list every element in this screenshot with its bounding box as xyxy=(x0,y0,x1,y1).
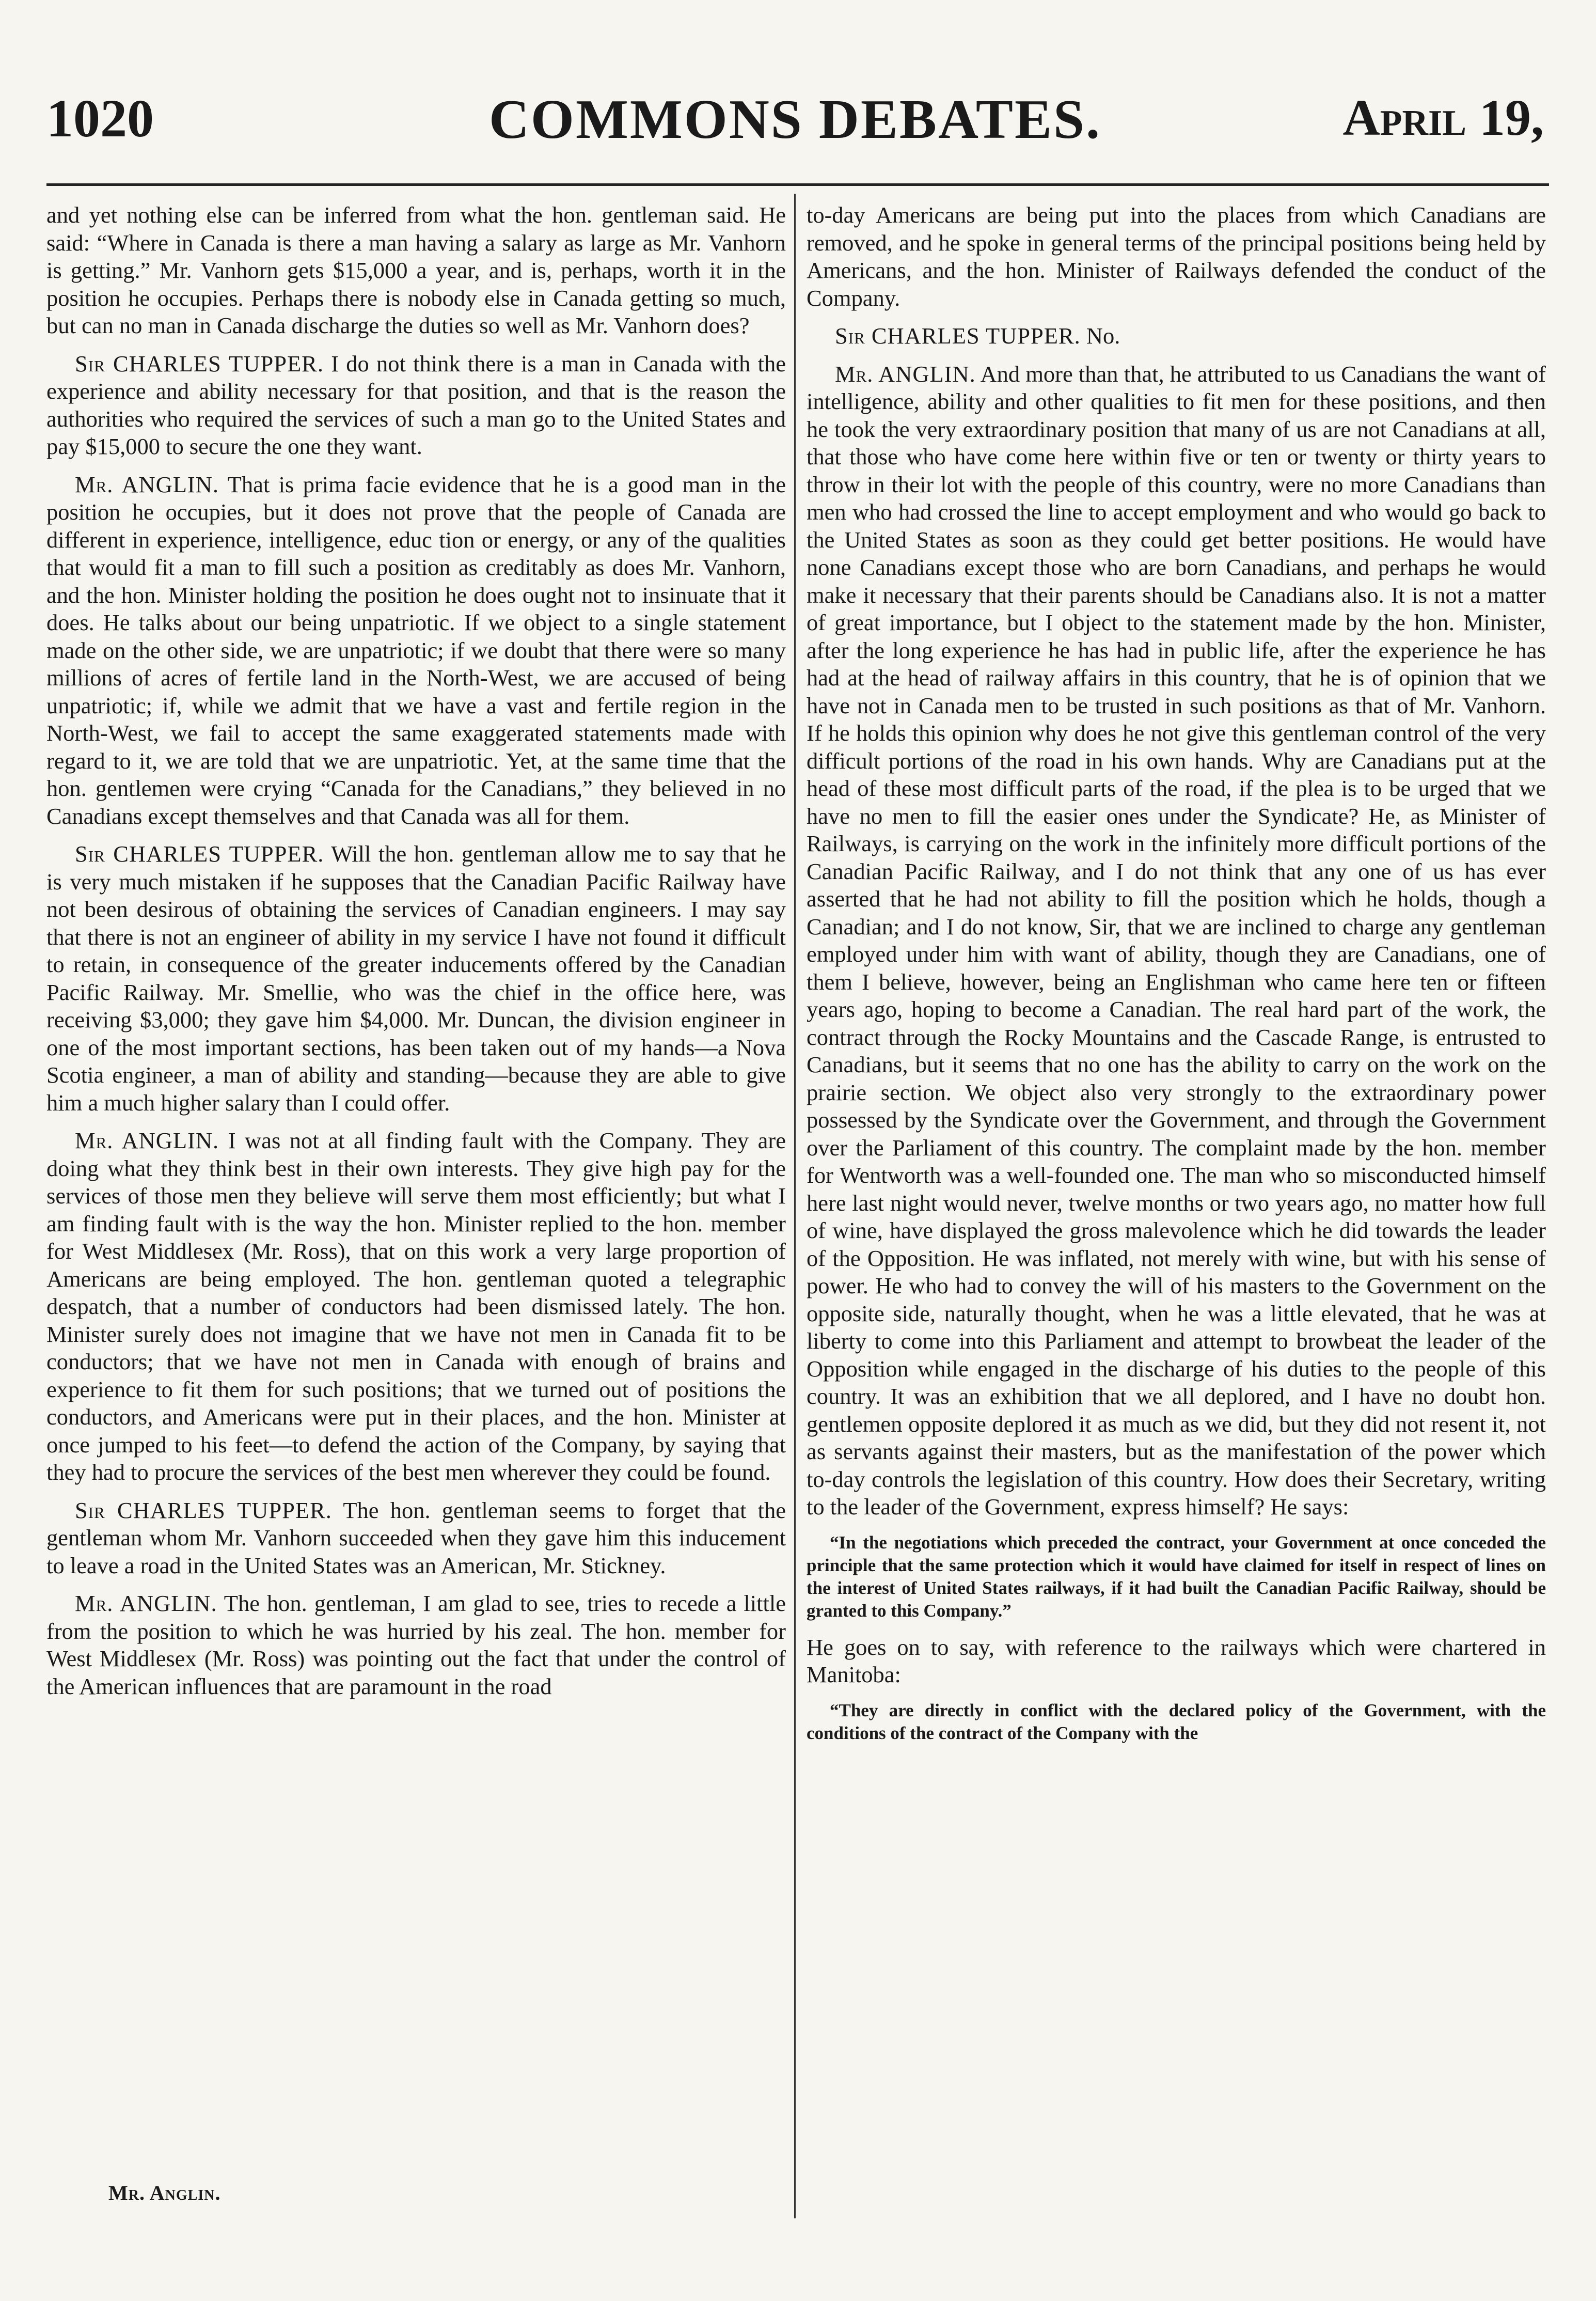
column-divider xyxy=(794,194,796,2218)
paragraph xyxy=(807,361,1546,1521)
block-quote: “They are directly in conflict with the declared policy of the Government, with the conditions of the contract of the Company with the xyxy=(807,1700,1546,1743)
publication-title: COMMONS DEBATES. xyxy=(488,89,1102,150)
paragraph xyxy=(46,201,786,340)
paragraph-text: to-day Americans are being put into the places from which Canadians are removed, and he spoke in general terms of the principal positions being held by Americans, and the hon. Minister of Railways defended the conduct of the Company. xyxy=(807,202,1546,311)
paragraph-text: I was not at all finding fault with the Company. They are doing what they think best in their own interests. They give high pay for the services of those men they believe will serve them most efficiently; but what I am finding fault with is the way the hon. Minister replied to the hon. member for West Middlesex (Mr. Ross), that on this work a very large proportion of Americans are being employed. The hon. gentleman quoted a telegraphic despatch, that a number of conductors had been dismissed lately. The hon. Minister surely does not imagine that we have not men in Canada fit to be conductors; that we have not men in Canada with enough of brains and experience to fit them for such positions; that we turned out of positions the conductors, and Americans were put in their places, and the hon. Minister at once jumped to his feet—to defend the action of the Company, by saying that they had to procure the services of the best men wherever they could be found. xyxy=(46,1128,786,1485)
page-date: April 19, xyxy=(1342,89,1544,146)
paragraph-text: The hon. gentleman, I am glad to see, tries to recede a little from the position to which he was hurried by his zeal. The hon. member for West Middlesex (Mr. Ross) was pointing out the fact that under the control of the American influences that are paramount in the road xyxy=(46,1590,786,1699)
speaker-name: Mr. ANGLIN. xyxy=(75,1590,217,1616)
speaker-name: Sir CHARLES TUPPER. xyxy=(835,323,1081,349)
speaker-name: Mr. ANGLIN. xyxy=(75,471,219,497)
paragraph-text: No. xyxy=(1086,323,1120,349)
paragraph-text: Will the hon. gentleman allow me to say that he is very much mistaken if he supposes that the Canadian Pacific Railway have not been desirous of obtaining the services of Canadian engineers. I may say that there is not an engineer of ability in my service I have not found it difficult to retain, in consequence of the greater inducements offered by the Canadian Pacific Railway. Mr. Smellie, who was the chief in the office here, was receiving $3,000; they gave him $4,000. Mr. Duncan, the division engineer in one of the most important sections, has been taken out of my hands—a Nova Scotia engineer, a man of ability and standing—because they are able to give him a much higher salary than I could offer. xyxy=(46,841,786,1116)
left-column xyxy=(46,201,786,1711)
speaker-name: Sir CHARLES TUPPER. xyxy=(75,1497,332,1523)
paragraph-text: and yet nothing else can be inferred from what the hon. gentleman said. He said: “Where in Canada is there a man having a salary as large as Mr. Vanhorn is getting.” Mr. Vanhorn gets $15,000 a year, and is, perhaps, worth it in the position he occupies. Perhaps there is nobody else in Canada getting so much, but can no man in Canada discharge the duties so well as Mr. Vanhorn does? xyxy=(46,202,786,338)
paragraph xyxy=(807,1634,1546,1689)
page-header xyxy=(46,88,1544,176)
right-column xyxy=(807,201,1546,1756)
footer-speaker: Mr. Anglin. xyxy=(108,2181,221,2204)
page-number: 1020 xyxy=(46,89,154,148)
paragraph-text: I do not think there is a man in Canada with the experience and ability necessary for that position, and that is the reason the authorities who required the services of such a man go to the United States and pay $15,000 to secure the one they want. xyxy=(46,350,786,459)
paragraph xyxy=(46,1497,786,1580)
paragraph-text: And more than that, he attributed to us Canadians the want of intelligence, ability and other qualities to fit men for these positions, and then he took the very extraordinary position that many of us are not Canadians at all, that those who have come here within five or ten or twenty or thirty years to throw in their lot with the people of this country, were no more Canadians than men who had crossed the line to accept employment and who would go back to the United States as soon as they could get better positions. He would have none Canadians except those who are born Canadians, and perhaps he would make it necessary that their parents should be Canadians also. It is not a matter of great importance, but I object to the statement made by the hon. Minister, after the long experience he has had in public life, after the experience he has had at the head of railway affairs in this country, that he is of opinion that we have not in Canada men to be trusted in such positions as that of Mr. Vanhorn. If he holds this opinion why does he not give this gentleman control of the very difficult portions of the road in his own hands. Why are Canadians put at the head of these most difficult parts of the road, if the plea is to be urged that we have no men to fill the easier ones under the Syndicate? He, as Minister of Railways, is carrying on the work in the infinitely more difficult portions of the Canadian Pacific Railway, and I do not think that any one of us has ever asserted that he had not ability to fill the position which he holds, though a Canadian; and I do not know, Sir, that we are inclined to charge any gentleman employed under him with want of ability, though they are Canadians, one of them I believe, however, being an Englishman who came here ten or fifteen years ago, hoping to become a Canadian. The real hard part of the work, the contract through the Rocky Mountains and the Cascade Range, is entrusted to Canadians, but it seems that no one has the ability to carry on the work on the prairie section. We object also very strongly to the extraordinary power possessed by the Syndicate over the Government, and through the Government over the Parliament of this country. The complaint made by the hon. member for Wentworth was a well-founded one. The man who so misconducted himself here last night would never, twelve months or two years ago, no matter how full of wine, have displayed the gross malevolence which he did towards the leader of the Opposition. He was inflated, not merely with wine, but with his sense of power. He who had to convey the will of his masters to the Government on the opposite side, naturally thought, when he was a little elevated, that he was at liberty to come into this Parliament and attempt to browbeat the leader of the Opposition while engaged in the discharge of his duties to the people of this country. It was an exhibition that we all deplored, and I have no doubt hon. gentlemen opposite deplored it as much as we did, but they did not resent it, not as servants against their masters, but as the manifestation of the power which to-day controls the legislation of this country. How does their Secretary, writing to the leader of the Government, express himself? He says: xyxy=(807,361,1546,1520)
speaker-name: Mr. ANGLIN. xyxy=(75,1128,219,1153)
header-rule xyxy=(46,183,1549,186)
speaker-name: Sir CHARLES TUPPER. xyxy=(75,350,324,377)
paragraph xyxy=(46,1590,786,1700)
paragraph xyxy=(46,350,786,461)
paragraph-text: The hon. gentleman seems to forget that the gentleman whom Mr. Vanhorn succeeded when they gave him this inducement to leave a road in the United States was an American, Mr. Stickney. xyxy=(46,1497,786,1578)
paragraph xyxy=(807,201,1546,312)
paragraph xyxy=(807,322,1546,350)
paragraph xyxy=(46,471,786,831)
block-quote: “In the negotiations which preceded the contract, your Government at once conceded the principle that the same protection which it would have claimed for itself in respect of lines on the interest of United States railways, if it had built the Canadian Pacific Railway, should be granted to this Company.” xyxy=(807,1532,1546,1621)
paragraph-text: That is prima facie evidence that he is a good man in the position he occupies, but it does not prove that the people of Canada are different in experience, intelligence, educ tion or energy, or any of the qualities that would fit a man to fill such a position as creditably as does Mr. Vanhorn, and the hon. Minister holding the position he does ought not to insinuate that it does. He talks about our being unpatriotic. If we object to a single statement made on the other side, we are unpatriotic; if we doubt that there were so many millions of acres of fertile land in the North-West, we are accused of being unpatriotic; if, while we admit that we have a vast and fertile region in the North-West, we fail to accept the same exaggerated statements made with regard to it, we are told that we are unpatriotic. Yet, at the same time that the hon. gentlemen were crying “Canada for the Canadians,” they believed in no Canadians except themselves and that Canada was all for them. xyxy=(46,471,786,829)
paragraph xyxy=(46,1127,786,1486)
paragraph xyxy=(46,840,786,1117)
speaker-name: Mr. ANGLIN. xyxy=(835,361,976,387)
speaker-name: Sir CHARLES TUPPER. xyxy=(75,841,324,867)
paragraph-text: He goes on to say, with reference to the railways which were chartered in Manitoba: xyxy=(807,1634,1546,1687)
